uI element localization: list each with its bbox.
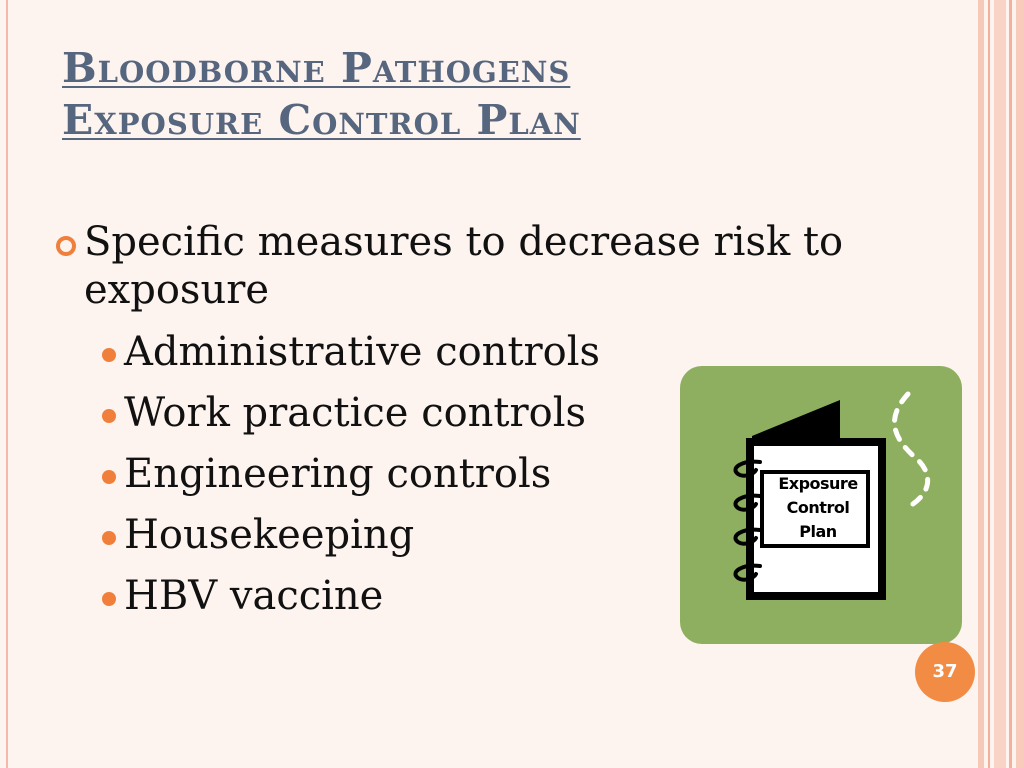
book-label-line: Control bbox=[786, 498, 850, 517]
sub-bullet-text: Engineering controls bbox=[124, 451, 552, 497]
slide-title bbox=[62, 42, 581, 146]
sub-bullet-text: HBV vaccine bbox=[124, 573, 384, 619]
dot-bullet-icon bbox=[102, 592, 116, 606]
left-border-line bbox=[6, 0, 8, 768]
dot-bullet-icon bbox=[102, 348, 116, 362]
title-line-1: Bloodborne Pathogens bbox=[62, 44, 571, 92]
book-label-line: Plan bbox=[799, 522, 837, 541]
right-decorative-stripes bbox=[978, 0, 1024, 768]
main-bullet-text: Specific measures to decrease risk to exposure bbox=[84, 219, 844, 313]
dot-bullet-icon bbox=[102, 470, 116, 484]
sub-bullet-text: Administrative controls bbox=[124, 329, 601, 375]
exposure-control-plan-image bbox=[680, 366, 962, 644]
dot-bullet-icon bbox=[102, 531, 116, 545]
sub-bullet-text: Housekeeping bbox=[124, 512, 415, 558]
book-label-line: Exposure bbox=[778, 474, 858, 493]
dot-bullet-icon bbox=[102, 409, 116, 423]
book-label bbox=[756, 472, 880, 544]
page-number-badge: 37 bbox=[915, 642, 975, 702]
ring-bullet-icon bbox=[56, 236, 76, 256]
main-bullet bbox=[56, 218, 916, 314]
title-line-2: Exposure Control Plan bbox=[62, 96, 581, 144]
sub-bullet-text: Work practice controls bbox=[124, 390, 587, 436]
